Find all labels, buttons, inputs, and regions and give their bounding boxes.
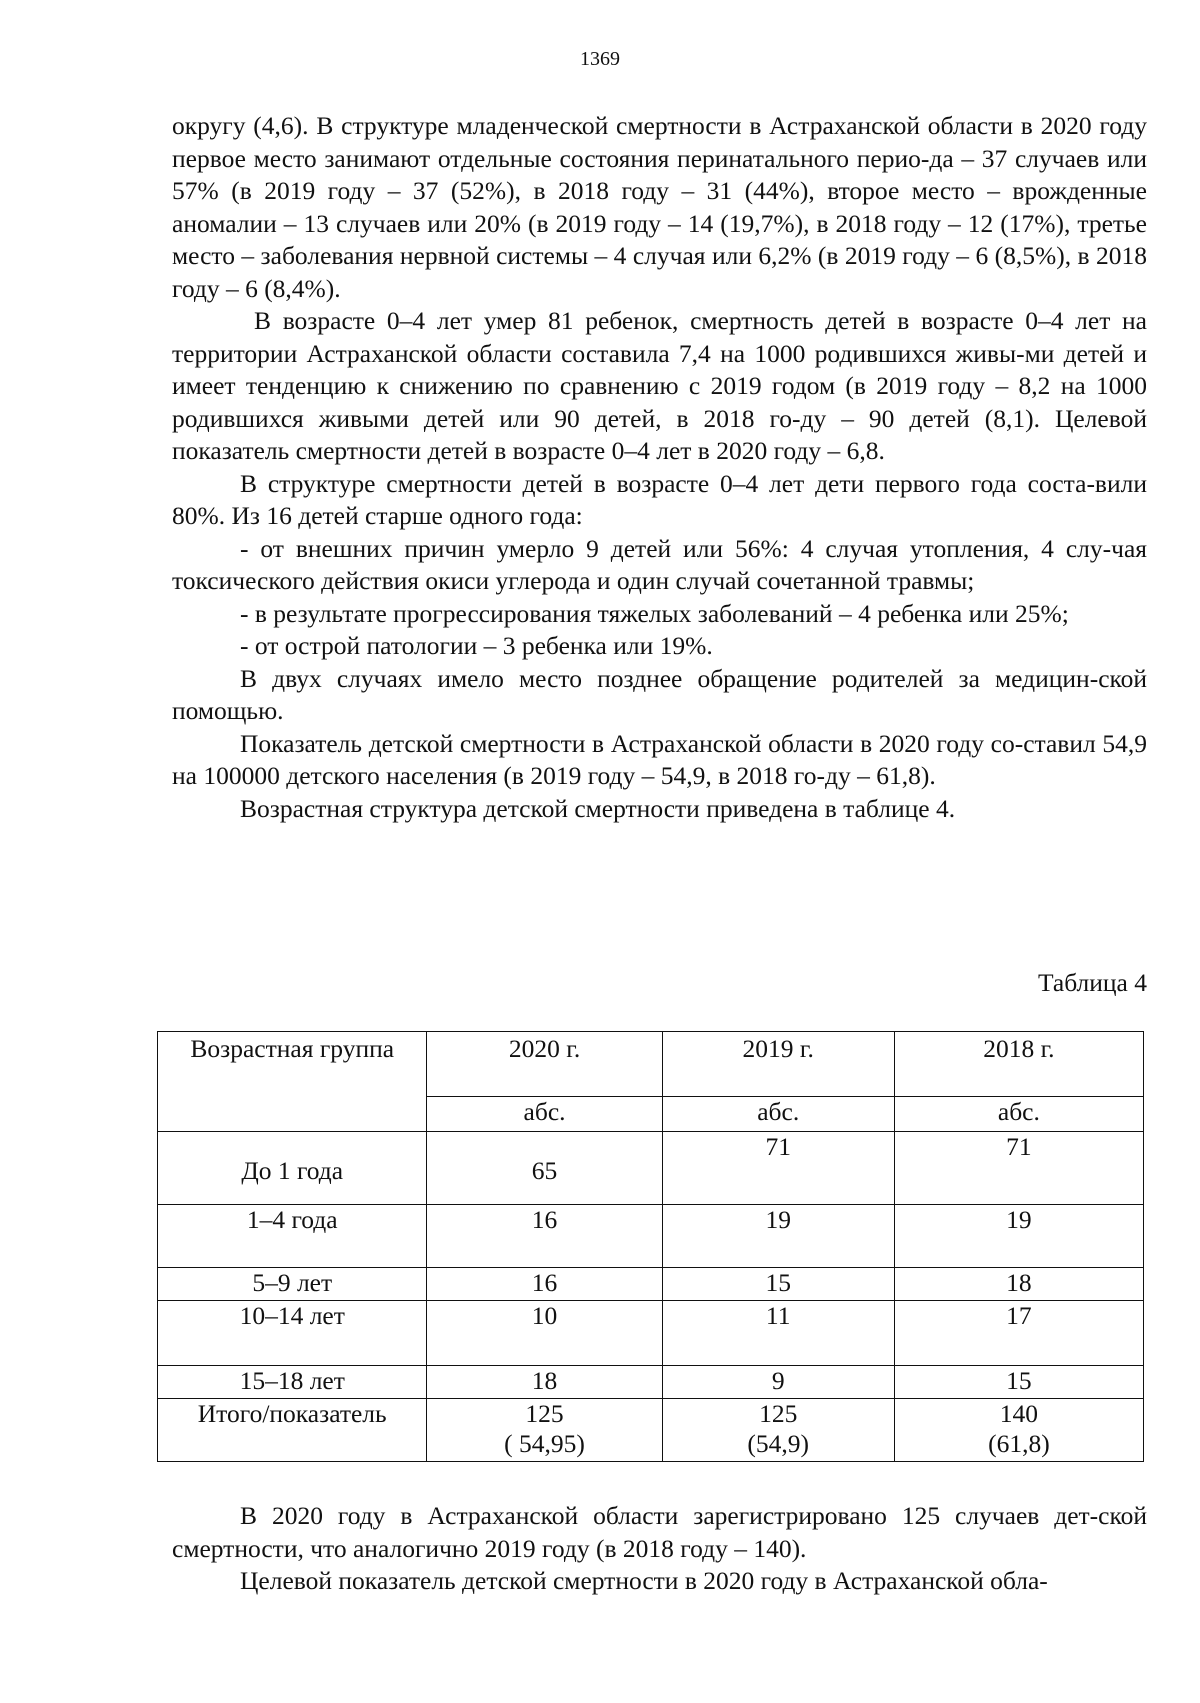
total-label: Итого/показатель (158, 1399, 427, 1462)
row-value-2018: 17 (894, 1301, 1143, 1366)
table-row (158, 1268, 1144, 1301)
text-block-bottom (172, 1500, 1147, 1598)
row-age-group: 15–18 лет (158, 1366, 427, 1399)
row-value-2018: 18 (894, 1268, 1143, 1301)
subheader-abs: абс. (894, 1097, 1143, 1132)
row-value-2020: 16 (427, 1205, 662, 1268)
total-rate-2020: ( 54,95) (504, 1429, 585, 1458)
row-value-2020: 65 (427, 1132, 662, 1205)
paragraph: В возрасте 0–4 лет умер 81 ребенок, смертность детей в возрасте 0–4 лет на территории Астраханской области составила 7,4 на 1000 родившихся живы-ми детей и имеет тенденцию к снижению по сравнению с 2019 годом (в 2019 году – 8,2 на 1000 родившихся живыми детей или 90 детей, в 2018 го-ду – 90 детей (8,1). Целевой показатель смертности детей в возрасте 0–4 лет в 2020 году – 6,8. (172, 306, 1147, 465)
paragraph: Показатель детской смертности в Астраханской области в 2020 году со-ставил 54,9 на 100000 детского населения (в 2019 году – 54,9, в 2018 го-ду – 61,8). (172, 728, 1147, 790)
row-value-2020: 18 (427, 1366, 662, 1399)
list-item: - от острой патологии – 3 ребенка или 19%. (240, 631, 713, 660)
paragraph: В 2020 году в Астраханской области зарегистрировано 125 случаев дет-ской смертности, что аналогично 2019 году (в 2018 году – 140). (172, 1501, 1147, 1563)
total-value-2019: 125 (759, 1399, 798, 1428)
row-age-group: 10–14 лет (158, 1301, 427, 1366)
row-value-2018: 71 (894, 1132, 1143, 1205)
row-value-2019: 19 (662, 1205, 894, 1268)
table-row (158, 1301, 1144, 1366)
row-value-2018: 15 (894, 1366, 1143, 1399)
total-rate-2018: (61,8) (988, 1429, 1050, 1458)
table-caption: Таблица 4 (1037, 968, 1147, 997)
row-age-group: 5–9 лет (158, 1268, 427, 1301)
paragraph: Возрастная структура детской смертности приведена в таблице 4. (240, 793, 956, 823)
table-row (158, 1205, 1144, 1268)
paragraph: округу (4,6). В структуре младенческой смертности в Астраханской области в 2020 году первое место занимают отдельные состояния перинатального перио-да – 37 случаев или 57% (в 2019 году – 37 (52%), в 2018 году – 31 (44%), второе место – врожденные аномалии – 13 случаев или 20% (в 2019 году – 14 (19,7%), в 2018 году – 12 (17%), третье место – заболевания нервной системы – 4 случая или 6,2% (в 2019 году – 6 (8,5%), в 2018 году – 6 (8,4%). (172, 111, 1147, 303)
table-row (158, 1132, 1144, 1205)
total-value-2020: 125 (525, 1399, 564, 1428)
text-block-top (172, 110, 1147, 825)
total-2020 (427, 1399, 662, 1462)
age-structure-table (157, 1031, 1144, 1462)
row-value-2019: 9 (662, 1366, 894, 1399)
paragraph: В структуре смертности детей в возрасте 0–4 лет дети первого года соста-вили 80%. Из 16 детей старше одного года: (172, 468, 1147, 530)
list-item: - от внешних причин умерло 9 детей или 56%: 4 случая утопления, 4 слу-чая токсического действия окиси углерода и один случай сочетанной травмы; (172, 533, 1147, 595)
table-row (158, 1366, 1144, 1399)
total-rate-2019: (54,9) (747, 1429, 809, 1458)
row-age-group: До 1 года (158, 1132, 427, 1205)
row-value-2019: 15 (662, 1268, 894, 1301)
page-number: 1369 (580, 48, 620, 70)
header-year-2020: 2020 г. (427, 1032, 662, 1097)
paragraph: Целевой показатель детской смертности в 2020 году в Астраханской обла- (240, 1566, 1048, 1595)
row-value-2020: 10 (427, 1301, 662, 1366)
header-age-group: Возрастная группа (158, 1032, 427, 1132)
row-value-2019: 11 (662, 1301, 894, 1366)
table-header-row (158, 1032, 1144, 1097)
header-year-2019: 2019 г. (662, 1032, 894, 1097)
row-value-2020: 16 (427, 1268, 662, 1301)
list-item: - в результате прогрессирования тяжелых заболеваний – 4 ребенка или 25%; (240, 598, 1069, 628)
table-total-row (158, 1399, 1144, 1462)
total-value-2018: 140 (999, 1399, 1038, 1428)
header-year-2018: 2018 г. (894, 1032, 1143, 1097)
row-age-group: 1–4 года (158, 1205, 427, 1268)
total-2018 (894, 1399, 1143, 1462)
row-value-2018: 19 (894, 1205, 1143, 1268)
subheader-abs: абс. (662, 1097, 894, 1132)
row-value-2019: 71 (662, 1132, 894, 1205)
paragraph: В двух случаях имело место позднее обращение родителей за медицин-ской помощью. (172, 663, 1147, 725)
total-2019 (662, 1399, 894, 1462)
subheader-abs: абс. (427, 1097, 662, 1132)
